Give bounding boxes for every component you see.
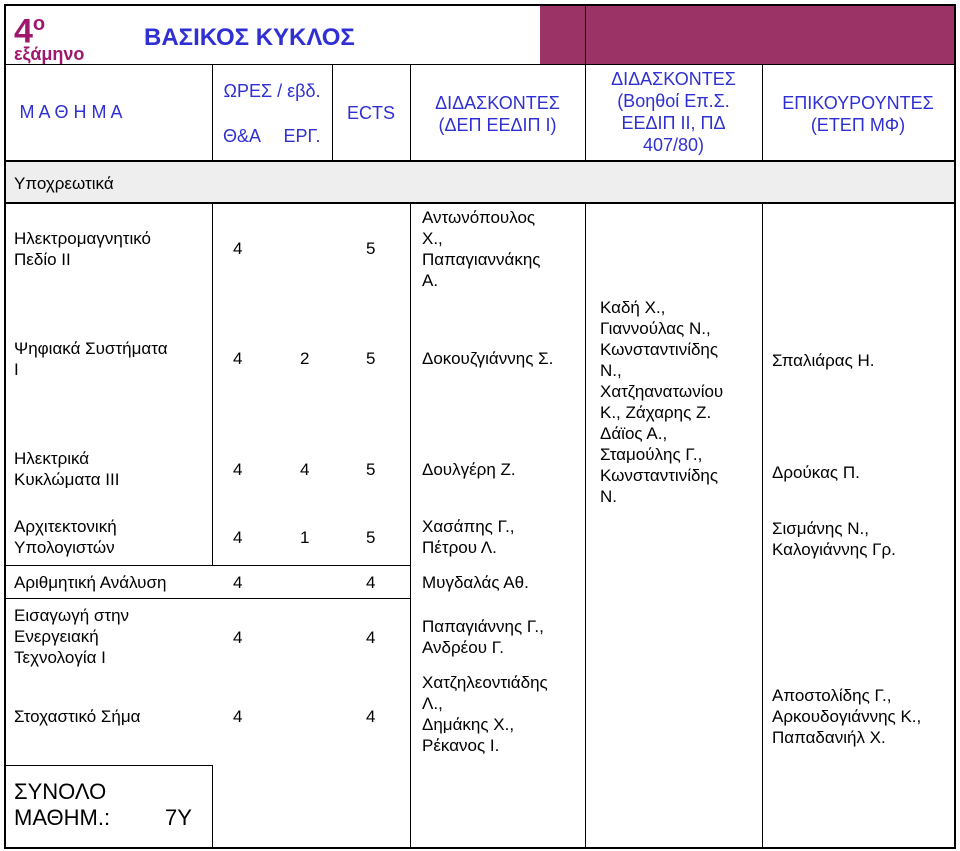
ects-value: 4	[366, 628, 376, 647]
ects-value: 4	[366, 707, 376, 726]
course-name: Αρχιτεκτονική Υπολογιστών	[14, 517, 117, 557]
semester-label: εξάμηνο	[14, 44, 85, 64]
theory-hours: 4	[233, 239, 243, 258]
helper-circuits: Δρούκας Π.	[772, 463, 860, 482]
course-instructors: Δοκουζγιάννης Σ.	[422, 349, 554, 368]
course-instructors: Μυγδαλάς Αθ.	[422, 573, 529, 592]
course-name: Εισαγωγή στην Ενεργειακή Τεχνολογία Ι	[14, 606, 130, 667]
theory-hours: 4	[233, 460, 243, 479]
section-row	[6, 162, 954, 202]
lab-header: ΕΡΓ.	[283, 126, 321, 146]
cycle-title: ΒΑΣΙΚΟΣ ΚΥΚΛΟΣ	[144, 24, 355, 51]
header-banner	[540, 6, 954, 65]
course-name: Αριθμητική Ανάλυση	[14, 573, 167, 592]
course-instructors: Δουλγέρη Ζ.	[422, 460, 516, 479]
ects-value: 4	[366, 573, 376, 592]
theory-hours: 4	[233, 573, 243, 592]
helpers-column-header: ΕΠΙΚΟΥΡΟΥΝΤΕΣ (ΕΤΕΠ ΜΦ)	[782, 93, 934, 135]
theory-hours: 4	[233, 628, 243, 647]
course-name: Ηλεκτρικά Κυκλώματα ΙΙΙ	[14, 449, 120, 489]
lab-hours: 1	[300, 528, 310, 547]
semester-number: $4^o$	[14, 12, 46, 51]
lab-hours: 4	[300, 460, 310, 479]
total-label: ΣΥΝΟΛΟ ΜΑΘΗΜ.:	[14, 779, 111, 830]
helper-digital: Σπαλιάρας Η.	[772, 351, 875, 370]
ects-value: 5	[366, 239, 376, 258]
lab-hours: 2	[300, 349, 310, 368]
ects-value: 5	[366, 349, 376, 368]
helper-stochastic: Αποστολίδης Γ., Αρκουδογιάννης Κ., Παπαδανιήλ Χ.	[772, 686, 922, 747]
ects-value: 5	[366, 460, 376, 479]
ects-column-header: ECTS	[346, 103, 395, 123]
theory-hours: 4	[233, 528, 243, 547]
instructors-column-header: ΔΙΔΑΣΚΟΝΤΕΣ (ΔΕΠ ΕΕΔΙΠ Ι)	[435, 93, 560, 135]
hours-column-header: ΩΡΕΣ / εβδ.	[223, 81, 321, 101]
theory-hours: 4	[233, 349, 243, 368]
total-value: 7Υ	[165, 805, 192, 830]
theory-hours: 4	[233, 707, 243, 726]
course-column-header: Μ Α Θ Η Μ Α	[19, 102, 123, 122]
course-name: Ηλεκτρομαγνητικό Πεδίο ΙΙ	[14, 229, 152, 269]
assistants-column-header: ΔΙΔΑΣΚΟΝΤΕΣ (Βοηθοί Επ.Σ. ΕΕΔΙΠ ΙΙ, ΠΔ 407/80)	[611, 69, 736, 155]
course-instructors: Χατζηλεοντιάδης Λ., Δημάκης Χ., Ρέκανος Ι.	[422, 673, 548, 755]
course-name: Στοχαστικό Σήμα	[14, 707, 141, 726]
course-name: Ψηφιακά Συστήματα Ι	[14, 339, 168, 379]
ects-value: 5	[366, 528, 376, 547]
helper-architecture: Σισμάνης Ν., Καλογιάννης Γρ.	[772, 519, 896, 559]
course-instructors: Χασάπης Γ., Πέτρου Λ.	[422, 517, 515, 557]
assistants-list: Καδή Χ., Γιαννούλας Ν., Κωνσταντινίδης Ν., Χατζηανατωνίου Κ., Ζάχαρης Ζ. Δάϊος Α., Σταμούλης Γ., Κωνσταντινίδης Ν.	[600, 298, 724, 506]
section-label: Υποχρεωτικά	[14, 174, 114, 193]
course-instructors: Παπαγιάννης Γ., Ανδρέου Γ.	[422, 617, 544, 657]
theory-lab-header: Θ&Α	[222, 126, 261, 146]
course-instructors: Αντωνόπουλος Χ., Παπαγιαννάκης Α.	[422, 208, 541, 290]
